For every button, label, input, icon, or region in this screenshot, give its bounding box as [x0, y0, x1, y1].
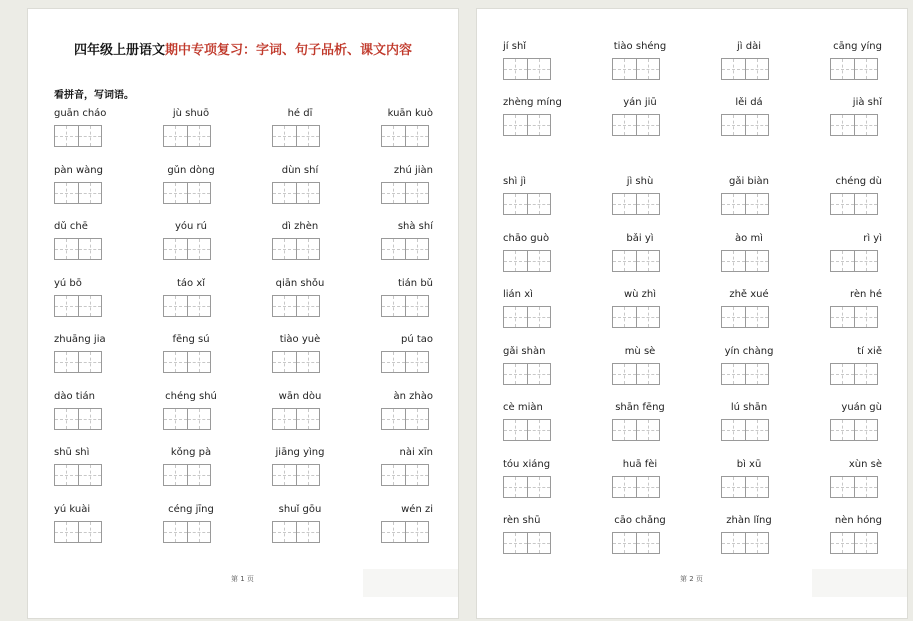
- writing-box[interactable]: [272, 464, 320, 486]
- pinyin-label: qiān shǒu: [275, 277, 325, 289]
- pinyin-label: táo xǐ: [176, 277, 206, 289]
- character-square: [855, 420, 878, 440]
- pinyin-label: jià shǐ: [852, 97, 882, 108]
- pinyin-label: nài xīn: [399, 447, 433, 458]
- writing-box[interactable]: [503, 306, 551, 328]
- pinyin-label: jì shù: [626, 176, 654, 187]
- character-square: [55, 465, 79, 485]
- character-square: [637, 115, 660, 135]
- worksheet-page-2: [476, 8, 908, 619]
- character-square: [164, 183, 188, 203]
- character-square: [637, 533, 660, 553]
- character-square: [637, 420, 660, 440]
- writing-box[interactable]: [830, 532, 878, 554]
- character-square: [528, 364, 551, 384]
- character-square: [79, 126, 102, 146]
- writing-box[interactable]: [272, 125, 320, 147]
- character-square: [746, 194, 769, 214]
- character-square: [637, 59, 660, 79]
- character-square: [164, 239, 188, 259]
- character-square: [297, 183, 320, 203]
- character-square: [297, 239, 320, 259]
- character-square: [164, 522, 188, 542]
- character-square: [722, 251, 746, 271]
- writing-box[interactable]: [503, 476, 551, 498]
- pinyin-label: àn zhào: [393, 390, 433, 402]
- writing-box[interactable]: [612, 476, 660, 498]
- character-square: [504, 194, 528, 214]
- character-square: [382, 183, 406, 203]
- character-square: [722, 307, 746, 327]
- character-square: [746, 533, 769, 553]
- character-square: [855, 364, 878, 384]
- pinyin-label: nèn hóng: [834, 515, 882, 526]
- pinyin-label: zhú jiàn: [393, 164, 433, 176]
- writing-box[interactable]: [381, 351, 429, 373]
- pinyin-label: yú bō: [54, 277, 82, 289]
- character-square: [188, 352, 211, 372]
- character-square: [273, 352, 297, 372]
- pinyin-label: kǒng pà: [170, 447, 212, 458]
- writing-box[interactable]: [503, 58, 551, 80]
- character-square: [504, 307, 528, 327]
- pinyin-label: rèn hé: [849, 289, 882, 300]
- writing-box[interactable]: [163, 351, 211, 373]
- writing-box[interactable]: [163, 521, 211, 543]
- writing-box[interactable]: [721, 58, 769, 80]
- character-square: [855, 251, 878, 271]
- character-square: [504, 59, 528, 79]
- pinyin-label: zhàn lǐng: [726, 515, 772, 526]
- writing-box[interactable]: [830, 250, 878, 272]
- title-topic: 期中专项复习：字词、句子品析、课文内容: [165, 43, 413, 58]
- character-square: [504, 115, 528, 135]
- character-square: [746, 420, 769, 440]
- writing-box[interactable]: [612, 363, 660, 385]
- pinyin-label: zhèng míng: [503, 97, 562, 108]
- character-square: [382, 465, 406, 485]
- character-square: [855, 477, 878, 497]
- pinyin-label: lěi dá: [735, 97, 763, 108]
- pinyin-label: tiào yuè: [279, 334, 321, 345]
- character-square: [504, 477, 528, 497]
- character-square: [855, 115, 878, 135]
- character-square: [55, 239, 79, 259]
- pinyin-label: gǎi shàn: [503, 345, 546, 357]
- character-square: [297, 409, 320, 429]
- character-square: [188, 522, 211, 542]
- character-square: [273, 522, 297, 542]
- character-square: [528, 194, 551, 214]
- character-square: [164, 352, 188, 372]
- pinyin-label: pú tao: [400, 334, 433, 345]
- pinyin-label: gǎi biàn: [728, 176, 770, 187]
- page-number: 第 2 页: [680, 575, 703, 583]
- character-square: [79, 522, 102, 542]
- character-square: [297, 465, 320, 485]
- pinyin-label: dùn shí: [281, 164, 319, 176]
- character-square: [504, 251, 528, 271]
- character-square: [188, 409, 211, 429]
- writing-box[interactable]: [272, 295, 320, 317]
- writing-box[interactable]: [163, 408, 211, 430]
- writing-box[interactable]: [163, 295, 211, 317]
- writing-box[interactable]: [721, 363, 769, 385]
- writing-box[interactable]: [54, 351, 102, 373]
- pinyin-label: guān cháo: [54, 108, 107, 119]
- character-square: [55, 183, 79, 203]
- writing-box[interactable]: [612, 58, 660, 80]
- writing-box[interactable]: [54, 464, 102, 486]
- character-square: [382, 352, 406, 372]
- writing-box[interactable]: [54, 295, 102, 317]
- pinyin-label: wén zi: [401, 503, 433, 515]
- pinyin-label: tí xiě: [857, 345, 882, 357]
- character-square: [637, 251, 660, 271]
- character-square: [188, 183, 211, 203]
- character-square: [406, 296, 429, 316]
- writing-box[interactable]: [381, 521, 429, 543]
- character-square: [406, 409, 429, 429]
- character-square: [746, 59, 769, 79]
- pinyin-label: dì zhèn: [281, 221, 319, 232]
- pinyin-label: lú shān: [730, 402, 768, 413]
- writing-box[interactable]: [612, 419, 660, 441]
- pinyin-label: yán jiū: [623, 97, 657, 108]
- footer-shade: [363, 569, 458, 597]
- character-square: [831, 420, 855, 440]
- writing-box[interactable]: [272, 408, 320, 430]
- character-square: [273, 409, 297, 429]
- writing-box[interactable]: [721, 532, 769, 554]
- character-square: [855, 59, 878, 79]
- character-square: [55, 296, 79, 316]
- character-square: [722, 420, 746, 440]
- character-square: [297, 522, 320, 542]
- character-square: [746, 251, 769, 271]
- pinyin-label: jù shuō: [172, 108, 210, 119]
- character-square: [613, 194, 637, 214]
- character-square: [504, 364, 528, 384]
- pinyin-label: tián bǔ: [397, 277, 433, 289]
- pinyin-label: céng jīng: [168, 503, 214, 515]
- pinyin-label: shū shì: [54, 447, 90, 458]
- writing-box[interactable]: [54, 125, 102, 147]
- character-square: [613, 307, 637, 327]
- writing-box[interactable]: [503, 363, 551, 385]
- writing-box[interactable]: [381, 295, 429, 317]
- writing-box[interactable]: [503, 532, 551, 554]
- character-square: [55, 522, 79, 542]
- character-square: [528, 115, 551, 135]
- writing-box[interactable]: [272, 238, 320, 260]
- character-square: [831, 533, 855, 553]
- writing-box[interactable]: [830, 58, 878, 80]
- pinyin-label: lián xì: [503, 289, 533, 300]
- pinyin-label: yuán gù: [841, 402, 882, 413]
- pinyin-label: huā fèi: [622, 458, 658, 470]
- character-square: [79, 296, 102, 316]
- writing-box[interactable]: [721, 476, 769, 498]
- pinyin-label: chéng shú: [165, 390, 217, 402]
- writing-box[interactable]: [163, 238, 211, 260]
- character-square: [79, 183, 102, 203]
- writing-box[interactable]: [503, 419, 551, 441]
- pinyin-label: shì jì: [503, 176, 527, 187]
- character-square: [79, 239, 102, 259]
- writing-box[interactable]: [381, 408, 429, 430]
- character-square: [831, 477, 855, 497]
- writing-box[interactable]: [503, 114, 551, 136]
- writing-box[interactable]: [381, 125, 429, 147]
- character-square: [504, 533, 528, 553]
- character-square: [382, 409, 406, 429]
- writing-box[interactable]: [830, 476, 878, 498]
- character-square: [855, 307, 878, 327]
- character-square: [528, 251, 551, 271]
- character-square: [382, 239, 406, 259]
- character-square: [613, 251, 637, 271]
- writing-box[interactable]: [612, 532, 660, 554]
- character-square: [613, 115, 637, 135]
- pinyin-label: cè miàn: [503, 402, 543, 413]
- pinyin-label: rèn shū: [503, 515, 541, 526]
- character-square: [637, 364, 660, 384]
- footer-shade: [812, 569, 907, 597]
- pinyin-label: ào mì: [735, 232, 763, 244]
- writing-box[interactable]: [54, 182, 102, 204]
- character-square: [722, 59, 746, 79]
- character-square: [79, 409, 102, 429]
- character-square: [406, 183, 429, 203]
- pinyin-label: yú kuài: [54, 503, 91, 515]
- character-square: [164, 465, 188, 485]
- character-square: [79, 465, 102, 485]
- writing-box[interactable]: [381, 182, 429, 204]
- writing-box[interactable]: [163, 464, 211, 486]
- writing-box[interactable]: [54, 238, 102, 260]
- writing-box[interactable]: [721, 250, 769, 272]
- character-square: [528, 420, 551, 440]
- pinyin-label: chéng dù: [835, 176, 882, 187]
- pinyin-label: pàn wàng: [54, 164, 103, 176]
- pinyin-label: chāo guò: [503, 232, 550, 244]
- character-square: [188, 126, 211, 146]
- character-square: [637, 477, 660, 497]
- pinyin-label: zhuāng jia: [54, 334, 106, 345]
- character-square: [79, 352, 102, 372]
- pinyin-label: jiāng yìng: [275, 447, 325, 458]
- character-square: [164, 296, 188, 316]
- writing-box[interactable]: [272, 351, 320, 373]
- character-square: [831, 364, 855, 384]
- character-square: [831, 194, 855, 214]
- pinyin-label: kuān kuò: [387, 108, 433, 119]
- pinyin-label: xùn sè: [848, 458, 882, 470]
- character-square: [722, 194, 746, 214]
- character-square: [855, 533, 878, 553]
- writing-box[interactable]: [830, 419, 878, 441]
- pinyin-label: yín chàng: [724, 345, 774, 357]
- character-square: [831, 307, 855, 327]
- character-square: [746, 364, 769, 384]
- character-square: [188, 239, 211, 259]
- character-square: [746, 477, 769, 497]
- character-square: [722, 477, 746, 497]
- character-square: [297, 126, 320, 146]
- pinyin-label: mù sè: [624, 345, 656, 357]
- character-square: [406, 522, 429, 542]
- character-square: [273, 465, 297, 485]
- writing-box[interactable]: [272, 182, 320, 204]
- writing-box[interactable]: [721, 193, 769, 215]
- character-square: [273, 183, 297, 203]
- pinyin-label: rì yì: [863, 232, 882, 244]
- worksheet-page-1: [27, 8, 459, 619]
- pinyin-label: bǎi yì: [626, 232, 654, 244]
- character-square: [855, 194, 878, 214]
- character-square: [637, 194, 660, 214]
- character-square: [504, 420, 528, 440]
- character-square: [188, 296, 211, 316]
- character-square: [55, 409, 79, 429]
- pinyin-label: dǔ chē: [54, 221, 88, 232]
- pinyin-label: shān fēng: [615, 402, 665, 413]
- writing-box[interactable]: [163, 182, 211, 204]
- pinyin-label: jí shǐ: [503, 41, 527, 52]
- character-square: [613, 477, 637, 497]
- pinyin-label: shuǐ gōu: [278, 503, 322, 515]
- character-square: [613, 420, 637, 440]
- writing-box[interactable]: [612, 250, 660, 272]
- writing-box[interactable]: [612, 114, 660, 136]
- character-square: [382, 296, 406, 316]
- writing-box[interactable]: [503, 193, 551, 215]
- pinyin-label: jì dài: [737, 41, 761, 52]
- pinyin-label: cāng yíng: [833, 41, 882, 52]
- pinyin-label: shà shí: [397, 221, 433, 232]
- writing-box[interactable]: [503, 250, 551, 272]
- writing-box[interactable]: [612, 193, 660, 215]
- character-square: [746, 307, 769, 327]
- character-square: [722, 115, 746, 135]
- pinyin-label: wù zhì: [623, 289, 657, 300]
- pinyin-label: zhě xué: [729, 289, 769, 300]
- pinyin-label: fēng sú: [172, 334, 210, 345]
- writing-box[interactable]: [381, 238, 429, 260]
- character-square: [831, 59, 855, 79]
- instruction-text: 看拼音，写词语。: [54, 90, 134, 101]
- character-square: [528, 307, 551, 327]
- pinyin-label: bì xū: [736, 458, 762, 470]
- character-square: [55, 126, 79, 146]
- character-square: [406, 126, 429, 146]
- writing-box[interactable]: [272, 521, 320, 543]
- title-grade: 四年级上册语文: [73, 43, 165, 58]
- character-square: [528, 59, 551, 79]
- character-square: [528, 533, 551, 553]
- character-square: [55, 352, 79, 372]
- pinyin-label: hé dī: [287, 108, 313, 119]
- pinyin-label: gǔn dòng: [167, 164, 215, 176]
- writing-box[interactable]: [381, 464, 429, 486]
- writing-box[interactable]: [163, 125, 211, 147]
- pinyin-label: yóu rú: [174, 221, 207, 232]
- page-number: 第 1 页: [231, 575, 254, 583]
- character-square: [637, 307, 660, 327]
- character-square: [297, 296, 320, 316]
- pinyin-label: dào tián: [54, 390, 95, 402]
- character-square: [746, 115, 769, 135]
- page-title: [28, 39, 458, 58]
- writing-box[interactable]: [830, 306, 878, 328]
- pinyin-label: tóu xiáng: [503, 458, 551, 470]
- writing-box[interactable]: [721, 114, 769, 136]
- character-square: [831, 251, 855, 271]
- character-square: [406, 239, 429, 259]
- pinyin-label: cāo chǎng: [614, 515, 666, 526]
- character-square: [273, 239, 297, 259]
- writing-box[interactable]: [612, 306, 660, 328]
- character-square: [382, 126, 406, 146]
- character-square: [722, 533, 746, 553]
- character-square: [164, 126, 188, 146]
- character-square: [273, 126, 297, 146]
- writing-box[interactable]: [54, 521, 102, 543]
- character-square: [613, 533, 637, 553]
- character-square: [613, 364, 637, 384]
- writing-box[interactable]: [830, 114, 878, 136]
- writing-box[interactable]: [721, 419, 769, 441]
- character-square: [188, 465, 211, 485]
- pinyin-label: wān dòu: [278, 390, 322, 402]
- character-square: [831, 115, 855, 135]
- character-square: [528, 477, 551, 497]
- character-square: [297, 352, 320, 372]
- character-square: [406, 352, 429, 372]
- character-square: [382, 522, 406, 542]
- writing-box[interactable]: [721, 306, 769, 328]
- character-square: [722, 364, 746, 384]
- character-square: [406, 465, 429, 485]
- writing-box[interactable]: [830, 193, 878, 215]
- writing-box[interactable]: [830, 363, 878, 385]
- character-square: [164, 409, 188, 429]
- writing-box[interactable]: [54, 408, 102, 430]
- pinyin-label: tiào shéng: [613, 41, 667, 52]
- character-square: [613, 59, 637, 79]
- character-square: [273, 296, 297, 316]
